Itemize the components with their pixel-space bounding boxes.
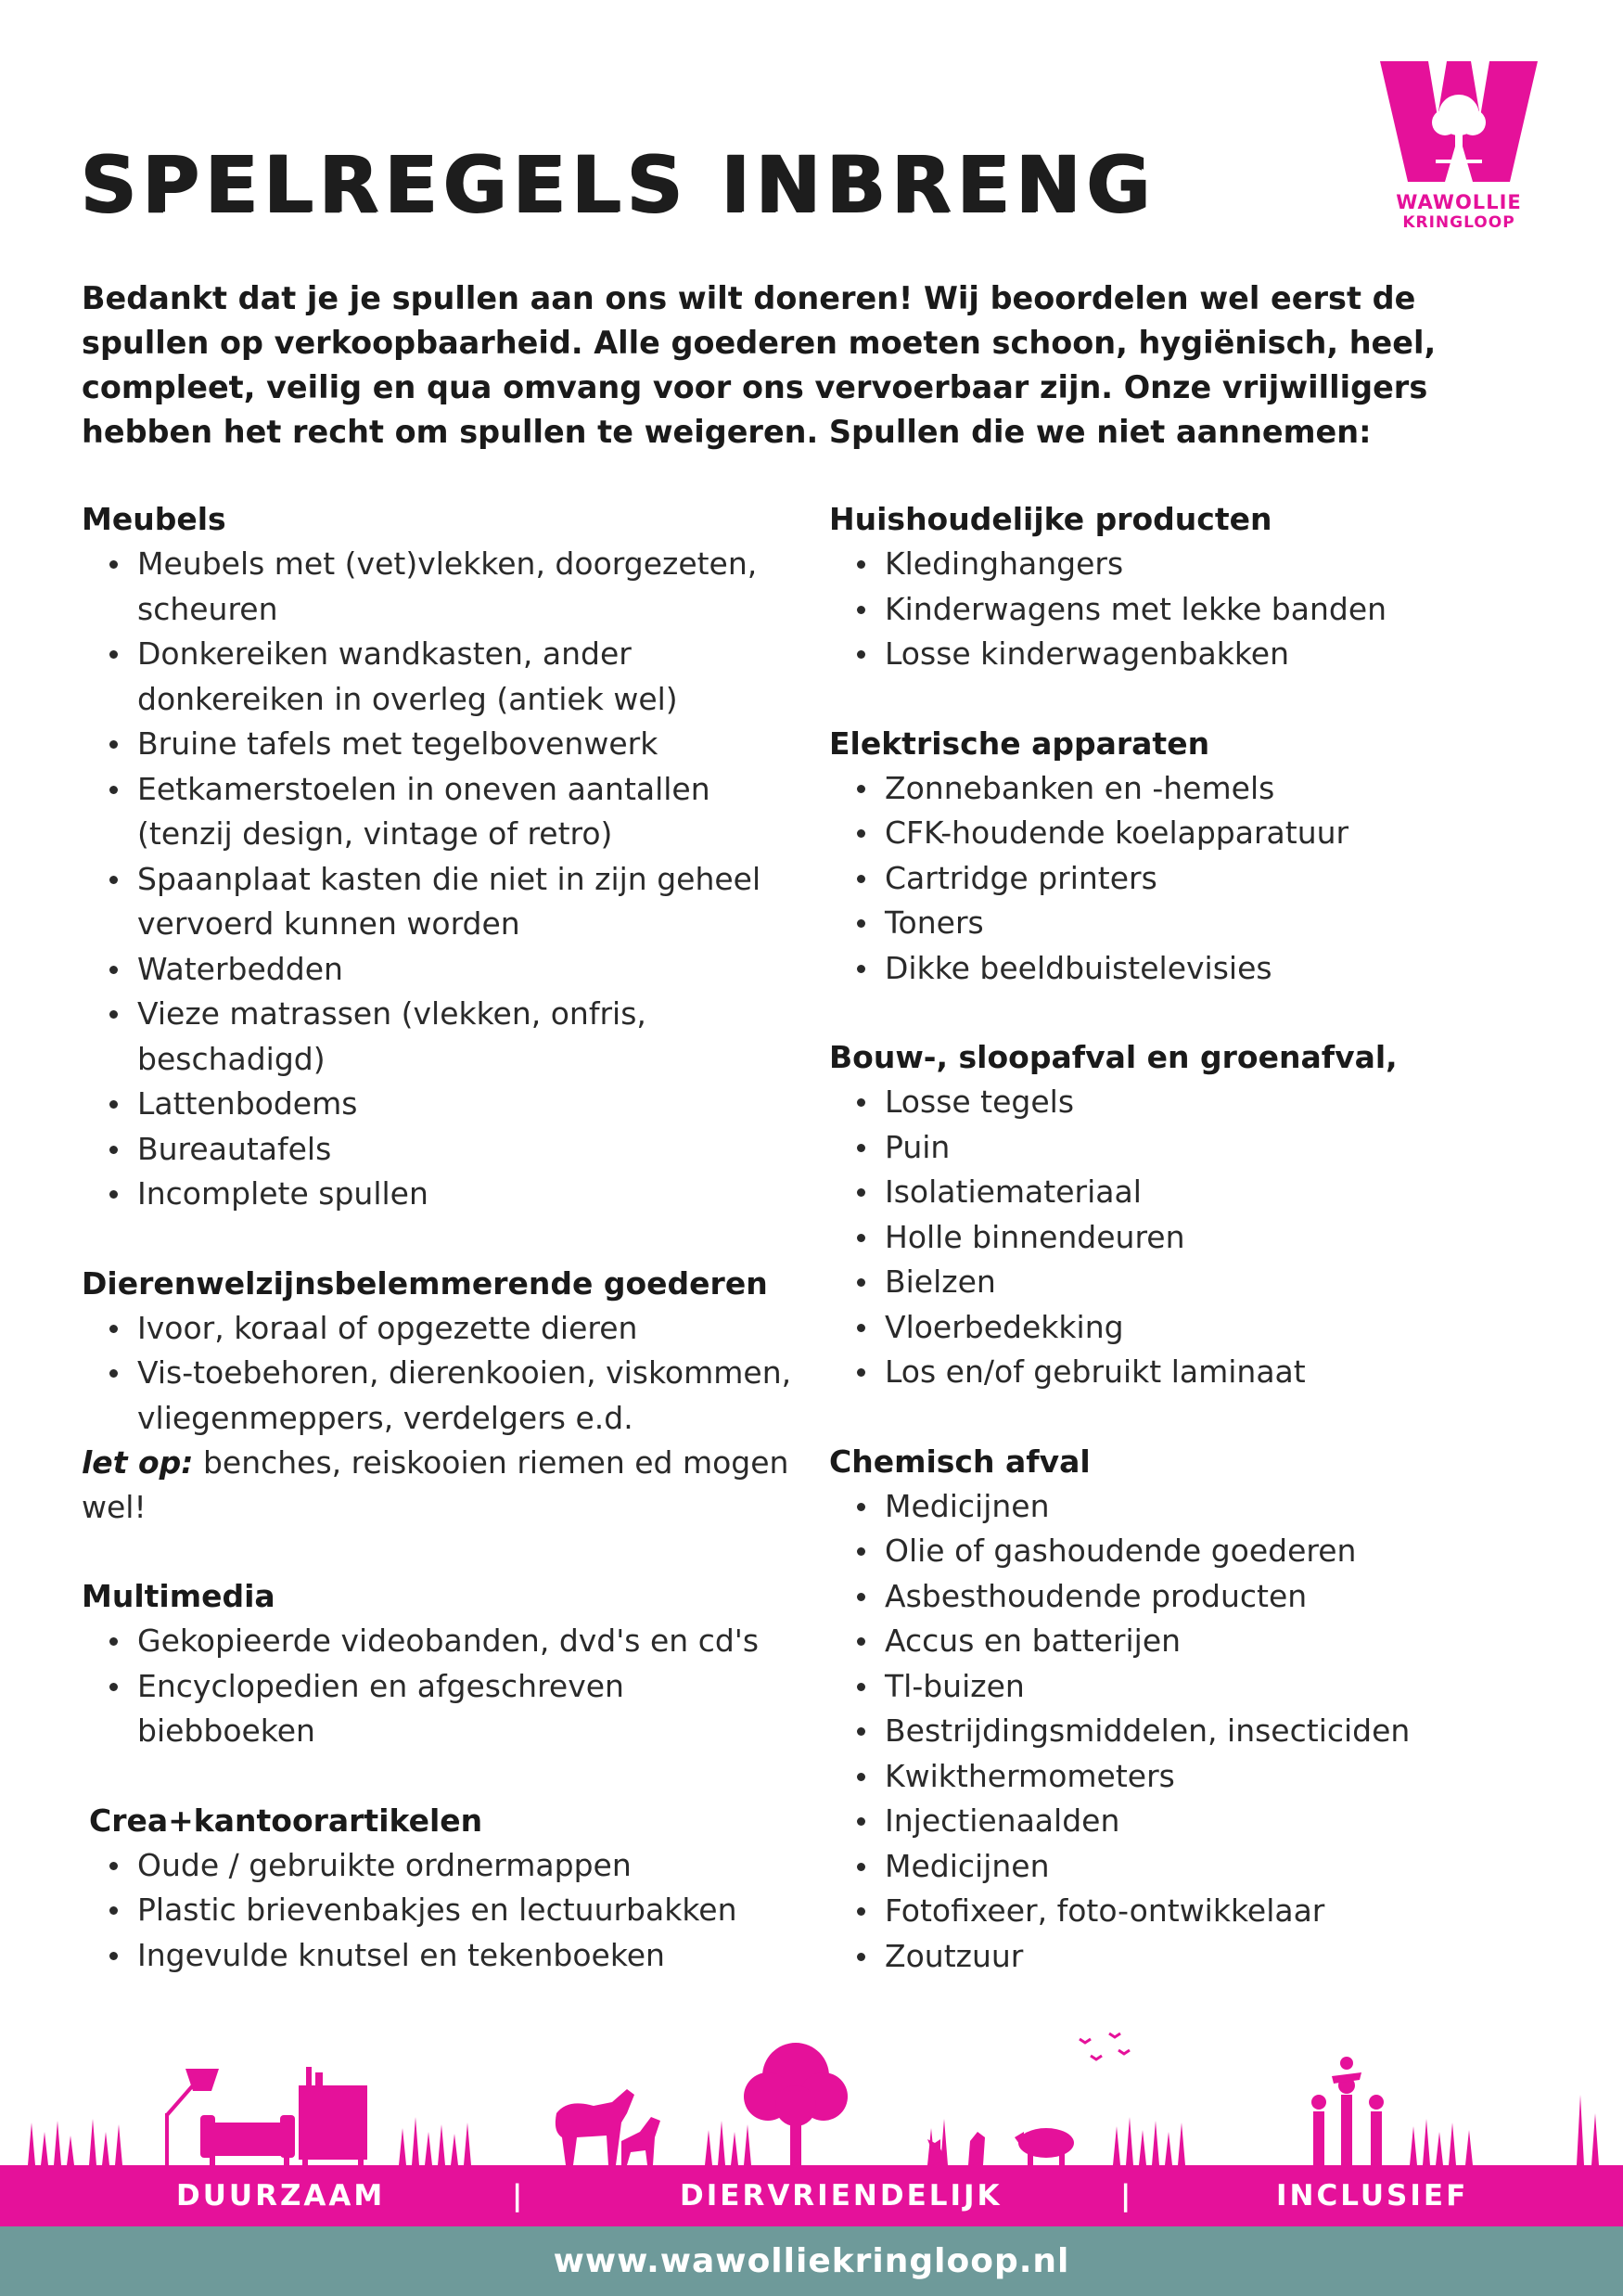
list-item: Medicijnen [829, 1484, 1553, 1530]
list-item: Vieze matrassen (vlekken, onfris, beschadigd) [82, 992, 805, 1082]
list-item: Cartridge printers [829, 856, 1553, 902]
list-item: Vis-toebehoren, dierenkooien, viskommen, vliegenmeppers, verdelgers e.d. [82, 1351, 805, 1441]
item-list [82, 542, 805, 1217]
item-list [82, 1843, 805, 1979]
section-crea [82, 1799, 805, 1979]
list-item: Dikke beeldbuistelevisies [829, 946, 1553, 992]
list-item: Spaanplaat kasten die niet in zijn geheel vervoerd kunnen worden [82, 857, 805, 947]
section-heading: Chemisch afval [829, 1443, 1091, 1480]
item-list [829, 766, 1553, 992]
logo-text-wawollie: WAWOLLIE [1396, 191, 1522, 213]
section-meubels [82, 497, 805, 1217]
list-item: Ivoor, koraal of opgezette dieren [82, 1306, 805, 1352]
list-item: Vloerbedekking [829, 1305, 1553, 1351]
list-item: Accus en batterijen [829, 1619, 1553, 1664]
list-item: Donkereiken wandkasten, ander donkereiken in overleg (antiek wel) [82, 632, 805, 722]
list-item: Encyclopedien en afgeschreven biebboeken [82, 1664, 805, 1754]
list-item: Isolatiemateriaal [829, 1170, 1553, 1215]
list-item: Kinderwagens met lekke banden [829, 587, 1553, 633]
item-list [829, 542, 1553, 677]
list-item: Meubels met (vet)vlekken, doorgezeten, scheuren [82, 542, 805, 632]
list-item: Injectienaalden [829, 1799, 1553, 1844]
people-icon [1311, 2057, 1384, 2165]
list-item: Kledinghangers [829, 542, 1553, 587]
wawollie-logo [1380, 61, 1538, 234]
item-list [829, 1484, 1553, 1980]
value-divider: | [512, 2179, 526, 2213]
list-item: Ingevulde knutsel en tekenboeken [82, 1933, 805, 1979]
section-bouwafval [829, 1035, 1553, 1395]
list-item: Bielzen [829, 1260, 1553, 1305]
value-diervriendelijk: DIERVRIENDELIJK [680, 2179, 1003, 2213]
item-list [829, 1080, 1553, 1395]
list-item: Bruine tafels met tegelbovenwerk [82, 722, 805, 767]
list-item: Losse kinderwagenbakken [829, 632, 1553, 677]
value-divider: | [1120, 2179, 1134, 2213]
section-heading: Bouw-, sloopafval en groenafval, [829, 1039, 1398, 1075]
page-title: SPELREGELS INBRENG [80, 139, 1156, 230]
section-heading: Multimedia [82, 1578, 275, 1614]
tree-icon [744, 2043, 848, 2165]
list-item: Medicijnen [829, 1844, 1553, 1890]
intro-paragraph: Bedankt dat je je spullen aan ons wilt doneren! Wij beoordelen wel eerst de spullen op verkoopbaarheid. Alle goederen moeten schoon, hygiënisch, heel, compleet, veilig en qua omvang voor ons vervoerbaar zijn. Onze vrijwilligers hebben het recht om spullen te weigeren. Spullen die we niet aannemen: [82, 280, 1437, 450]
section-heading: Dierenwelzijnsbelemmerende goederen [82, 1264, 768, 1302]
list-item: Waterbedden [82, 947, 805, 993]
pig-icon [1015, 2128, 1074, 2165]
list-item: Zoutzuur [829, 1934, 1553, 1980]
note-label: let op: [82, 1444, 194, 1481]
list-item: Oude / gebruikte ordnermappen [82, 1843, 805, 1889]
section-chemisch [829, 1440, 1553, 1980]
item-list [82, 1619, 805, 1754]
list-item: Tl-buizen [829, 1664, 1553, 1710]
right-column [829, 497, 1553, 1979]
section-heading: Huishoudelijke producten [829, 501, 1272, 537]
section-heading: Elektrische apparaten [829, 725, 1210, 762]
section-elektrisch [829, 722, 1553, 992]
logo-w-tree-icon [1380, 61, 1538, 182]
list-item: Toners [829, 901, 1553, 946]
value-duurzaam: DUURZAAM [176, 2179, 386, 2213]
value-inclusief: INCLUSIEF [1276, 2179, 1469, 2213]
list-item: Bureautafels [82, 1127, 805, 1173]
list-item: Bestrijdingsmiddelen, insecticiden [829, 1709, 1553, 1754]
sofa-icon [200, 2115, 295, 2165]
list-item: Eetkamerstoelen in oneven aantallen (tenzij design, vintage of retro) [82, 767, 805, 857]
list-item: Zonnebanken en -hemels [829, 766, 1553, 812]
footer-values-band [0, 2165, 1623, 2226]
cabinet-icon [299, 2067, 367, 2165]
logo-text-kringloop: KRINGLOOP [1402, 213, 1515, 232]
list-item: Puin [829, 1125, 1553, 1171]
item-list [82, 1306, 805, 1442]
footer-silhouette-illustration [0, 2002, 1623, 2165]
list-item: Fotofixeer, foto-ontwikkelaar [829, 1889, 1553, 1934]
list-item: Incomplete spullen [82, 1172, 805, 1217]
footer-url-band [0, 2226, 1623, 2296]
birds-icon [1080, 2033, 1130, 2059]
list-item: Losse tegels [829, 1080, 1553, 1125]
list-item: CFK-houdende koelapparatuur [829, 811, 1553, 856]
section-heading: Meubels [82, 501, 226, 537]
section-dierenwelzijn [82, 1262, 805, 1531]
list-item: Kwikthermometers [829, 1754, 1553, 1800]
list-item: Asbesthoudende producten [829, 1574, 1553, 1620]
list-item: Gekopieerde videobanden, dvd's en cd's [82, 1619, 805, 1664]
website-url[interactable]: www.wawolliekringloop.nl [553, 2242, 1070, 2280]
left-column [82, 497, 805, 1978]
section-huishoudelijk [829, 497, 1553, 677]
note-text [82, 1441, 805, 1530]
section-multimedia [82, 1574, 805, 1754]
list-item: Los en/of gebruikt laminaat [829, 1350, 1553, 1395]
list-item: Holle binnendeuren [829, 1215, 1553, 1261]
section-heading: Crea+kantoorartikelen [89, 1802, 483, 1839]
list-item: Plastic brievenbakjes en lectuurbakken [82, 1888, 805, 1933]
dog-icon [968, 2132, 985, 2165]
note-body: benches, reiskooien riemen ed mogen wel! [82, 1444, 789, 1525]
list-item: Lattenbodems [82, 1082, 805, 1127]
horse-donkey-icon [556, 2089, 660, 2165]
list-item: Olie of gashoudende goederen [829, 1529, 1553, 1574]
